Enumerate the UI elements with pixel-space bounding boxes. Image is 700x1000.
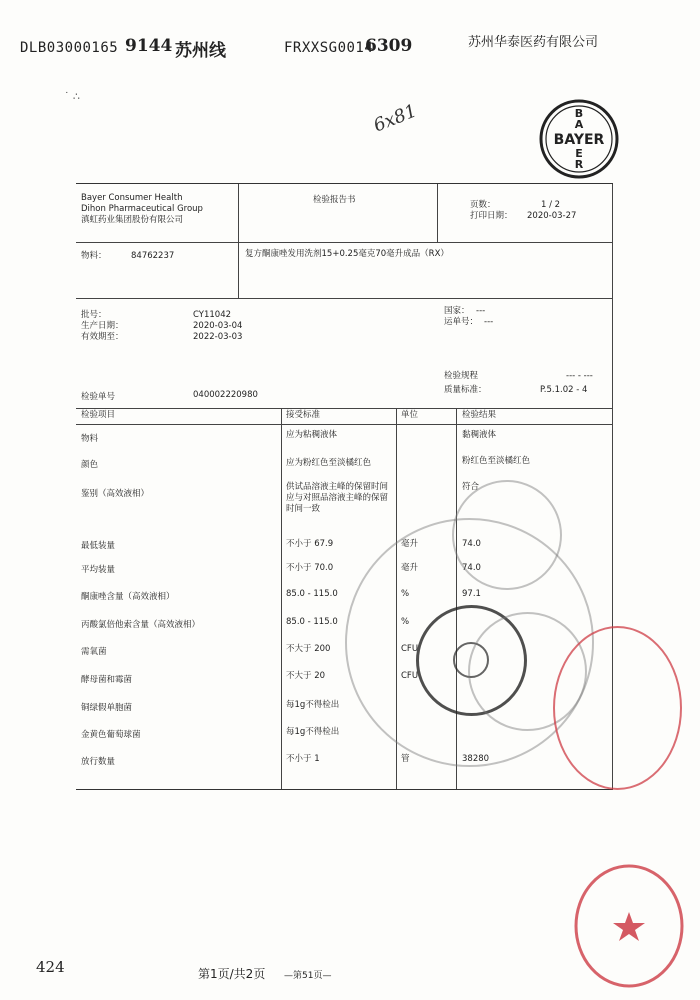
bayer-logo	[538, 98, 620, 180]
svg-text:B: B	[574, 107, 584, 120]
row-unit: %	[401, 617, 410, 627]
waybill-label: 运单号：	[444, 317, 479, 327]
expiry-value: 2022-03-03	[193, 332, 243, 342]
pages-value: 1 / 2	[541, 200, 561, 210]
company-line-3: 滇虹药业集团股份有限公司	[81, 215, 184, 225]
material-label: 物料：	[81, 251, 107, 261]
company-line-1: Bayer Consumer Health	[81, 193, 183, 203]
row-result: 粉红色至淡橘红色	[462, 456, 531, 466]
row-standard: 不大于 20	[286, 671, 326, 681]
row-standard: 供试品溶液主峰的保留时间应与对照品溶液主峰的保留时间一致	[286, 482, 389, 514]
row-unit: CFU	[401, 671, 419, 681]
report-title: 检验报告书	[313, 195, 356, 205]
row-unit: CFU	[401, 644, 419, 654]
product-name: 复方酮康唑发用洗剂15+0.25毫克70毫升成品（RX）	[245, 249, 449, 259]
row-item: 颜色	[81, 460, 99, 470]
svg-text:R: R	[574, 158, 584, 171]
doc-number: 9144	[125, 36, 173, 56]
svg-text:A: A	[574, 118, 584, 131]
row-result: 74.0	[462, 563, 481, 573]
row-standard: 85.0 - 115.0	[286, 589, 338, 599]
footer-left-number: 424	[36, 958, 65, 976]
red-quality-seal	[572, 860, 687, 990]
row-result: 97.1	[462, 589, 481, 599]
col-header-standard: 接受标准	[286, 410, 321, 420]
col-header-item: 检验项目	[81, 410, 116, 420]
col-header-unit: 单位	[401, 410, 419, 420]
row-item: 平均装量	[81, 565, 116, 575]
footer-sub-page: —第51页—	[284, 971, 332, 981]
svg-text:E: E	[575, 147, 583, 160]
row-item: 放行数量	[81, 757, 116, 767]
row-unit: 管	[401, 754, 410, 764]
row-standard: 每1g不得检出	[286, 700, 340, 710]
row-standard: 不小于 1	[286, 754, 320, 764]
quality-standard-label: 质量标准：	[444, 385, 487, 395]
row-unit: 毫升	[401, 539, 419, 549]
row-result: 38280	[462, 754, 490, 764]
svg-text:BAYER: BAYER	[553, 132, 605, 148]
row-unit: 毫升	[401, 563, 419, 573]
mfg-date-value: 2020-03-04	[193, 321, 243, 331]
row-result: 74.0	[462, 539, 481, 549]
red-company-seal	[553, 626, 682, 790]
row-standard: 应为粉红色至淡橘红色	[286, 458, 372, 468]
row-standard: 每1g不得检出	[286, 727, 340, 737]
waybill-value: ---	[484, 317, 494, 327]
handwritten-note: 6x81	[370, 100, 420, 137]
row-item: 酮康唑含量（高效液相）	[81, 592, 175, 602]
company-line-2: Dihon Pharmaceutical Group	[81, 204, 203, 214]
row-item: 物料	[81, 434, 99, 444]
col-header-result: 检验结果	[462, 410, 497, 420]
quality-standard-value: P.5.1.02 - 4	[540, 385, 588, 395]
row-standard: 85.0 - 115.0	[286, 617, 338, 627]
row-item: 需氧菌	[81, 647, 107, 657]
mfg-date-label: 生产日期：	[81, 321, 124, 331]
company-header: 苏州华泰医药有限公司	[468, 35, 599, 50]
print-date-label: 打印日期：	[470, 211, 513, 221]
expiry-label: 有效期至：	[81, 332, 124, 342]
row-item: 金黄色葡萄球菌	[81, 730, 141, 740]
material-code: 84762237	[131, 251, 175, 261]
scan-specks: ˙ ∴	[64, 90, 80, 103]
row-item: 酵母菌和霉菌	[81, 675, 133, 685]
route-label: 苏州线	[175, 41, 226, 61]
country-label: 国家：	[444, 306, 470, 316]
batch-value: CY11042	[193, 310, 232, 320]
doc-code-mid-suffix: 6309	[365, 36, 413, 56]
row-standard: 应为粘稠液体	[286, 430, 338, 440]
row-standard: 不小于 67.9	[286, 539, 334, 549]
row-item: 鉴别（高效液相）	[81, 489, 150, 499]
country-value: ---	[476, 306, 486, 316]
row-standard: 不大于 200	[286, 644, 331, 654]
row-item: 最低装量	[81, 541, 116, 551]
doc-code-left: DLB03000165	[20, 40, 119, 56]
row-item: 丙酸氯倍他索含量（高效液相）	[81, 620, 201, 630]
batch-label: 批号：	[81, 310, 107, 320]
procedure-label: 检验规程	[444, 371, 479, 381]
row-item: 铜绿假单胞菌	[81, 703, 133, 713]
inspection-no-label: 检验单号	[81, 392, 116, 402]
inspection-no-value: 040002220980	[193, 390, 258, 400]
doc-code-mid: FRXXSG0014	[284, 40, 374, 56]
procedure-value: --- - ---	[566, 371, 593, 381]
footer-page-indicator: 第1页/共2页	[198, 967, 266, 981]
row-result: 符合	[462, 482, 480, 492]
row-standard: 不小于 70.0	[286, 563, 334, 573]
print-date-value: 2020-03-27	[527, 211, 577, 221]
row-unit: %	[401, 589, 410, 599]
pages-label: 页数：	[470, 200, 496, 210]
row-result: 黏稠液体	[462, 430, 497, 440]
